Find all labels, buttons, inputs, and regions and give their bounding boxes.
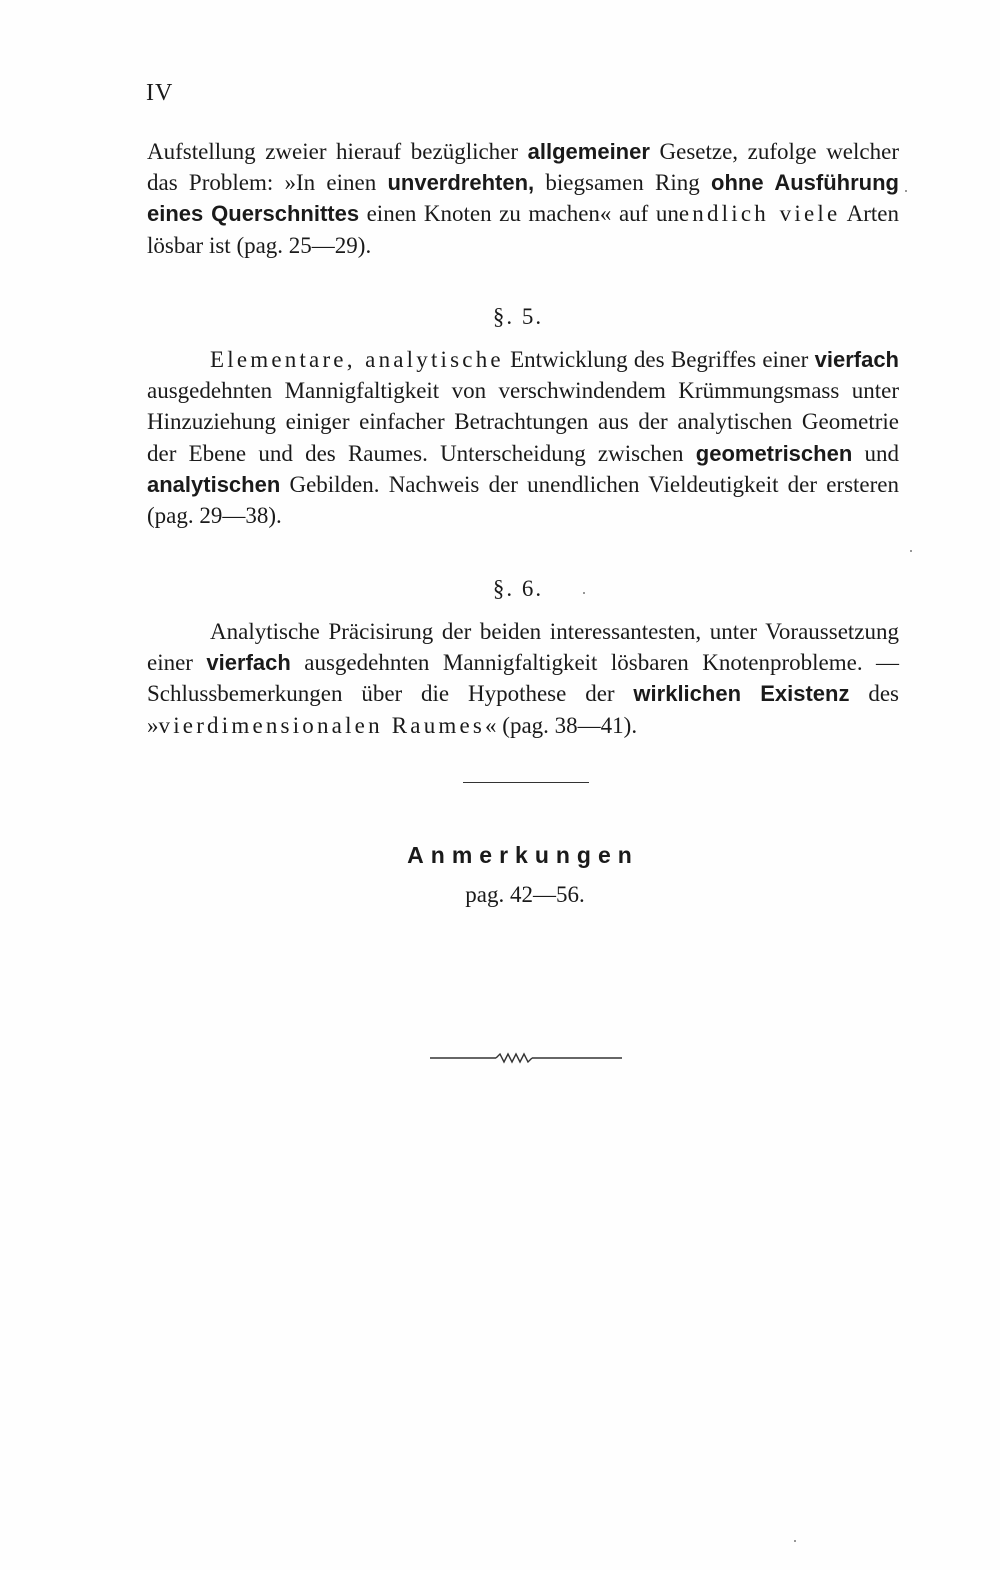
paragraph-section-4-summary: [147, 136, 899, 261]
body-text: Entwicklung des Begriffes einer: [503, 347, 815, 372]
section-heading-5: §. 5.: [492, 304, 544, 329]
emphasis-bold-text: analytischen: [147, 471, 281, 497]
emphasis-spaced-text: endlich viele: [678, 201, 841, 227]
emphasis-bold-text: ohne Ausführung eines Querschnittes: [147, 170, 899, 227]
paragraph-section-6-summary: [147, 616, 899, 741]
body-text: Gebilden. Nachweis der unendlichen Vieldeutigkeit der ersteren (pag. 29—38).: [147, 471, 899, 529]
emphasis-bold-text: allgemeiner: [527, 139, 650, 164]
body-text: biegsamen Ring: [534, 170, 711, 196]
emphasis-spaced-text: vierdimensionalen Raumes: [158, 712, 486, 738]
emphasis-bold-text: wirklichen Existenz: [633, 681, 850, 707]
paper-speck: [905, 190, 907, 192]
emphasis-bold-text: vierfach: [814, 347, 899, 372]
emphasis-bold-text: unverdrehten,: [387, 170, 535, 196]
body-text: « (pag. 38—41).: [485, 712, 638, 738]
paragraph-section-5-summary: [147, 344, 899, 531]
body-text: des »: [147, 681, 899, 738]
body-text: ausgedehnten Mannigfaltigkeit lösbaren Knotenprobleme. — Schlussbemerkungen über die Hypothese der: [147, 650, 900, 707]
paper-speck: [910, 550, 912, 552]
emphasis-spaced-text: Elementare, analytische: [210, 347, 504, 372]
wave-ornament-icon: [430, 1048, 622, 1066]
notes-heading: Anmerkungen: [407, 842, 639, 868]
body-text: Gesetze, zufolge welcher das Problem: »In einen: [147, 139, 899, 196]
body-text: Arten lösbar ist (pag. 25—29).: [147, 201, 899, 258]
emphasis-bold-text: vierfach: [206, 650, 291, 676]
body-text: und: [852, 440, 900, 466]
paper-speck: [794, 1540, 796, 1542]
body-text: einen Knoten zu machen« auf un: [359, 201, 679, 227]
body-text: Analytische Präcisirung der beiden interessantesten, unter Voraussetzung einer: [147, 619, 899, 676]
horizontal-divider: [463, 782, 589, 783]
paper-speck: [583, 592, 585, 594]
body-text: ausgedehnten Mannigfaltigkeit von verschwindendem Krümmungsmass unter Hinzuziehung einiger einfacher Betrachtungen aus der analytischen Geometrie der Ebene und des Raumes. Unterscheidung zwischen: [147, 378, 899, 466]
section-heading-6: §. 6.: [492, 576, 544, 601]
notes-page-range: pag. 42—56.: [465, 882, 585, 907]
emphasis-bold-text: geometrischen: [695, 440, 853, 466]
page-number: IV: [146, 80, 174, 106]
body-text: Aufstellung zweier hierauf bezüglicher: [147, 139, 528, 164]
